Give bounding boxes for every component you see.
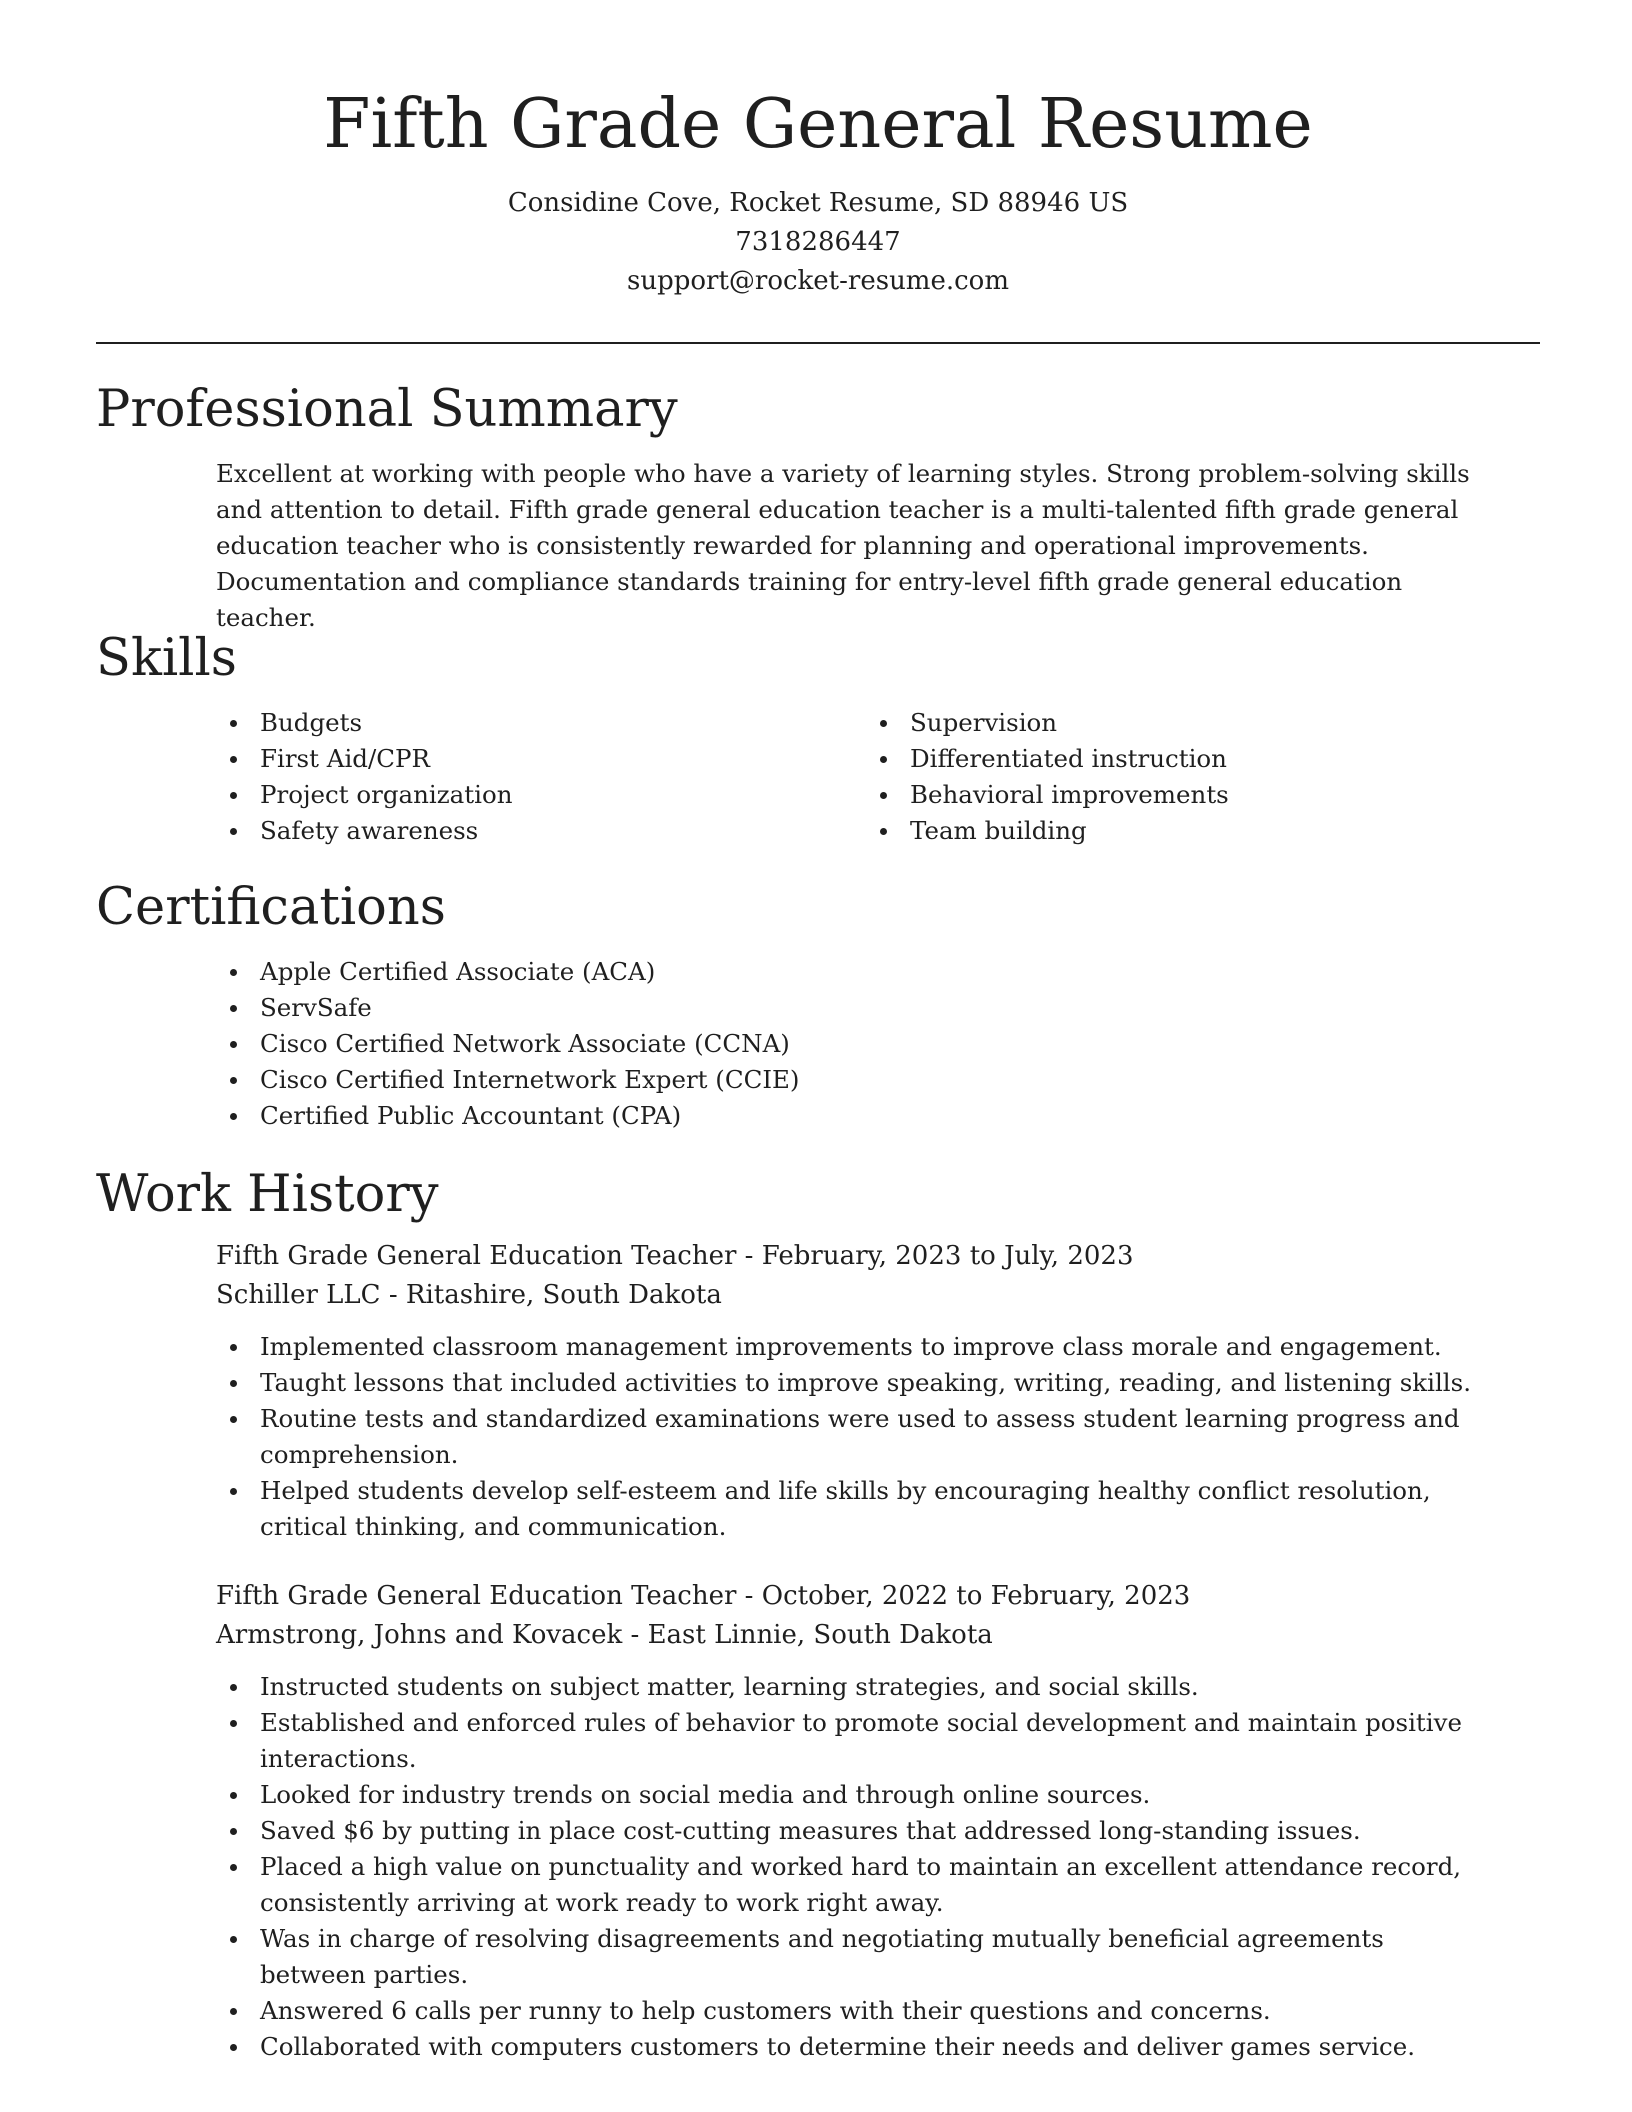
job-company-line: Schiller LLC - Ritashire, South Dakota bbox=[216, 1280, 722, 1310]
job-dates: October, 2022 to February, 2023 bbox=[761, 1581, 1191, 1611]
job-entry bbox=[96, 1577, 1540, 2065]
job-bullet: Was in charge of resolving disagreements and negotiating mutually beneficial agreements between parties. bbox=[216, 1921, 1481, 1993]
job-bullet: Instructed students on subject matter, learning strategies, and social skills. bbox=[216, 1669, 1481, 1705]
job-bullet: Answered 6 calls per runny to help customers with their questions and concerns. bbox=[216, 1993, 1481, 2029]
certification-item: Certified Public Accountant (CPA) bbox=[216, 1098, 1481, 1134]
job-bullets bbox=[216, 1329, 1481, 1545]
certifications-list bbox=[216, 954, 1481, 1134]
certifications-heading: Certifications bbox=[96, 878, 446, 937]
header-divider bbox=[96, 342, 1540, 344]
contact-email: support@rocket-resume.com bbox=[626, 266, 1009, 296]
job-company-line: Armstrong, Johns and Kovacek - East Linnie, South Dakota bbox=[216, 1620, 993, 1650]
job-dates: February, 2023 to July, 2023 bbox=[761, 1241, 1134, 1271]
job-bullet: Collaborated with computers customers to determine their needs and deliver games service. bbox=[216, 2029, 1481, 2065]
job-title-line: Fifth Grade General Education Teacher - February, 2023 to July, 2023 bbox=[216, 1241, 1134, 1271]
skill-item: Project organization bbox=[216, 777, 866, 813]
job-1 bbox=[216, 1237, 1481, 1545]
skills-grid bbox=[216, 705, 1540, 849]
job-bullet: Routine tests and standardized examinations were used to assess student learning progress and comprehension. bbox=[216, 1401, 1481, 1473]
job-title: Fifth Grade General Education Teacher bbox=[216, 1241, 737, 1271]
job-2 bbox=[216, 1577, 1481, 2065]
job-bullets bbox=[216, 1669, 1481, 2065]
job-entry bbox=[96, 1237, 1540, 1545]
skill-item: Team building bbox=[866, 813, 1516, 849]
skills-column-right bbox=[866, 705, 1516, 849]
skill-item: First Aid/CPR bbox=[216, 741, 866, 777]
skill-item: Supervision bbox=[866, 705, 1516, 741]
certification-item: Cisco Certified Network Associate (CCNA) bbox=[216, 1026, 1481, 1062]
certifications-section bbox=[96, 876, 1540, 1134]
job-company: Armstrong, Johns and Kovacek bbox=[216, 1620, 623, 1650]
skills-section bbox=[96, 627, 1540, 849]
job-company: Schiller LLC bbox=[216, 1280, 381, 1310]
work-history-heading: Work History bbox=[96, 1165, 439, 1224]
summary-section bbox=[96, 378, 1540, 636]
skill-item: Budgets bbox=[216, 705, 866, 741]
skill-item: Safety awareness bbox=[216, 813, 866, 849]
resume-name: Fifth Grade General Resume bbox=[323, 85, 1313, 164]
certification-item: Apple Certified Associate (ACA) bbox=[216, 954, 1481, 990]
job-bullet: Saved $6 by putting in place cost-cutting measures that addressed long-standing issues. bbox=[216, 1813, 1481, 1849]
resume-header bbox=[96, 80, 1540, 301]
summary-heading: Professional Summary bbox=[96, 380, 678, 439]
skill-item: Behavioral improvements bbox=[866, 777, 1516, 813]
job-bullet: Taught lessons that included activities to improve speaking, writing, reading, and listening skills. bbox=[216, 1365, 1481, 1401]
job-location: East Linnie, South Dakota bbox=[647, 1620, 993, 1650]
skills-column-left bbox=[216, 705, 866, 849]
certification-item: ServSafe bbox=[216, 990, 1481, 1026]
job-title-line: Fifth Grade General Education Teacher - October, 2022 to February, 2023 bbox=[216, 1581, 1191, 1611]
job-title: Fifth Grade General Education Teacher bbox=[216, 1581, 737, 1611]
job-bullet: Implemented classroom management improvements to improve class morale and engagement. bbox=[216, 1329, 1481, 1365]
certification-item: Cisco Certified Internetwork Expert (CCIE) bbox=[216, 1062, 1481, 1098]
job-bullet: Placed a high value on punctuality and worked hard to maintain an excellent attendance record, consistently arriving at work ready to work right away. bbox=[216, 1849, 1481, 1921]
contact-phone: 7318286447 bbox=[735, 227, 901, 257]
contact-address: Considine Cove, Rocket Resume, SD 88946 US bbox=[507, 188, 1129, 218]
summary-text: Excellent at working with people who have a variety of learning styles. Strong problem-solving skills and attention to detail. Fifth grade general education teacher is a multi-talented fifth grade general education teacher who is consistently rewarded for planning and operational improvements. Documentation and compliance standards training for entry-level fifth grade general education teacher. bbox=[216, 459, 1470, 632]
skill-item: Differentiated instruction bbox=[866, 741, 1516, 777]
job-location: Ritashire, South Dakota bbox=[405, 1280, 722, 1310]
job-bullet: Looked for industry trends on social media and through online sources. bbox=[216, 1777, 1481, 1813]
work-history-section bbox=[96, 1163, 1540, 1227]
skills-heading: Skills bbox=[96, 629, 237, 688]
job-bullet: Helped students develop self-esteem and life skills by encouraging healthy conflict resolution, critical thinking, and communication. bbox=[216, 1473, 1481, 1545]
job-bullet: Established and enforced rules of behavior to promote social development and maintain positive interactions. bbox=[216, 1705, 1481, 1777]
